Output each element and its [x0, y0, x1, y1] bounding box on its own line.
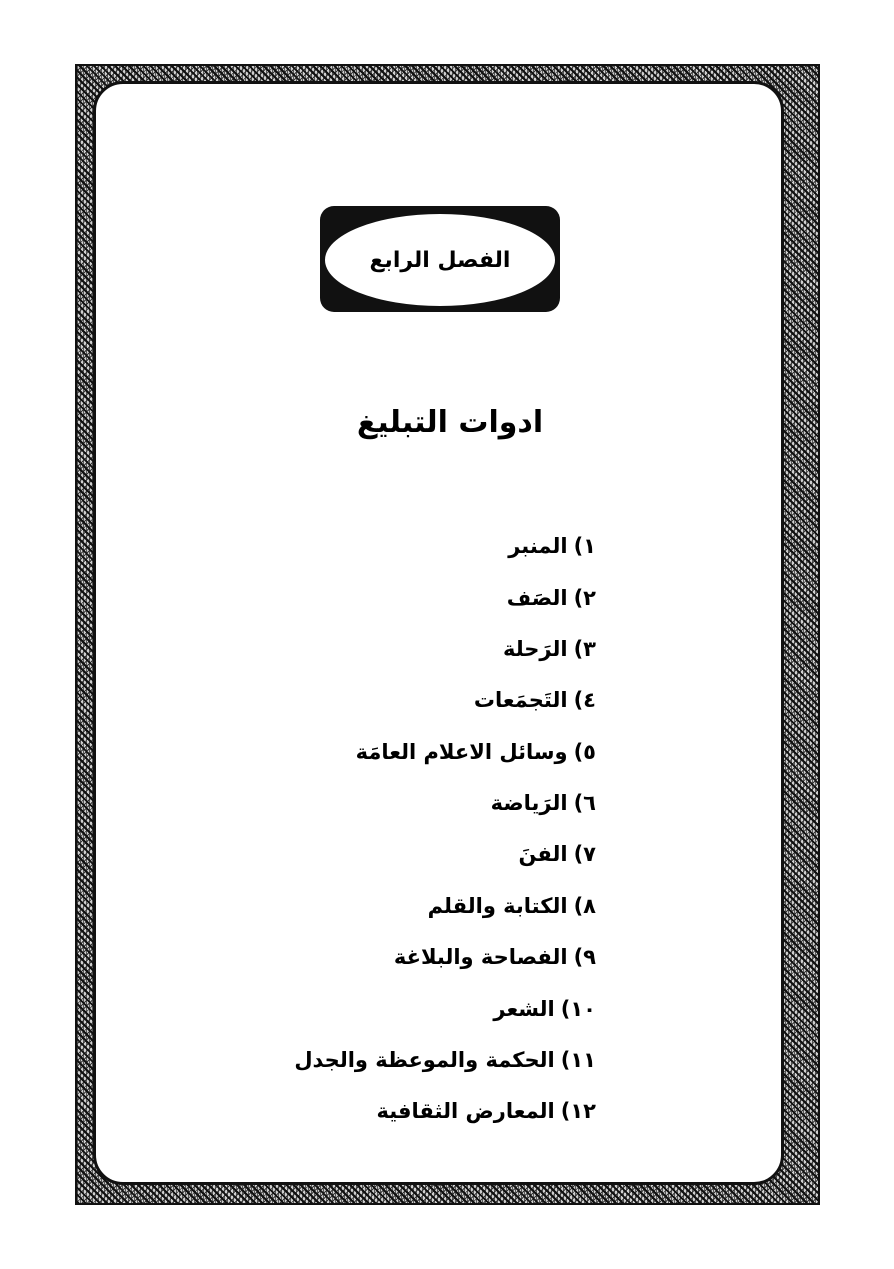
list-item: [356, 740, 596, 764]
chapter-label: الفصل الرابع: [369, 247, 511, 273]
item-text: المعارض الثقافية: [376, 1099, 555, 1123]
item-text: الصَف: [506, 586, 568, 610]
item-text: التَجمَعات: [473, 688, 568, 712]
item-number: ٣): [573, 637, 596, 661]
list-item: [493, 997, 596, 1021]
item-text: الفنَ: [518, 842, 568, 866]
list-item: [294, 1048, 596, 1072]
item-number: ٦): [573, 791, 596, 815]
page-title: ادوات التبليغ: [356, 405, 544, 440]
list-item: [376, 1099, 596, 1123]
list-item: [507, 586, 596, 610]
item-number: ٤): [573, 688, 596, 712]
list-item: [474, 688, 596, 712]
list-item: [394, 945, 596, 969]
item-text: الرَياضة: [490, 791, 568, 815]
item-text: الفصاحة والبلاغة: [393, 945, 568, 969]
list-item: [428, 894, 596, 918]
item-text: الشعر: [493, 997, 555, 1021]
list-item: [491, 791, 596, 815]
item-text: وسائل الاعلام العامَة: [355, 740, 568, 764]
chapter-badge: [325, 214, 555, 306]
list-item: [518, 842, 596, 866]
item-number: ١): [573, 534, 596, 558]
item-number: ١٠): [560, 997, 596, 1021]
item-text: المنبر: [508, 534, 568, 558]
item-number: ٢): [573, 586, 596, 610]
item-text: الرَحلة: [502, 637, 568, 661]
item-number: ٥): [573, 740, 596, 764]
item-text: الحكمة والموعظة والجدل: [294, 1048, 555, 1072]
item-text: الكتابة والقلم: [427, 894, 568, 918]
list-item: [508, 534, 596, 558]
item-number: ٩): [573, 945, 596, 969]
list-item: [503, 637, 596, 661]
item-number: ٨): [573, 894, 596, 918]
item-number: ٧): [573, 842, 596, 866]
item-number: ١٢): [560, 1099, 596, 1123]
item-number: ١١): [560, 1048, 596, 1072]
